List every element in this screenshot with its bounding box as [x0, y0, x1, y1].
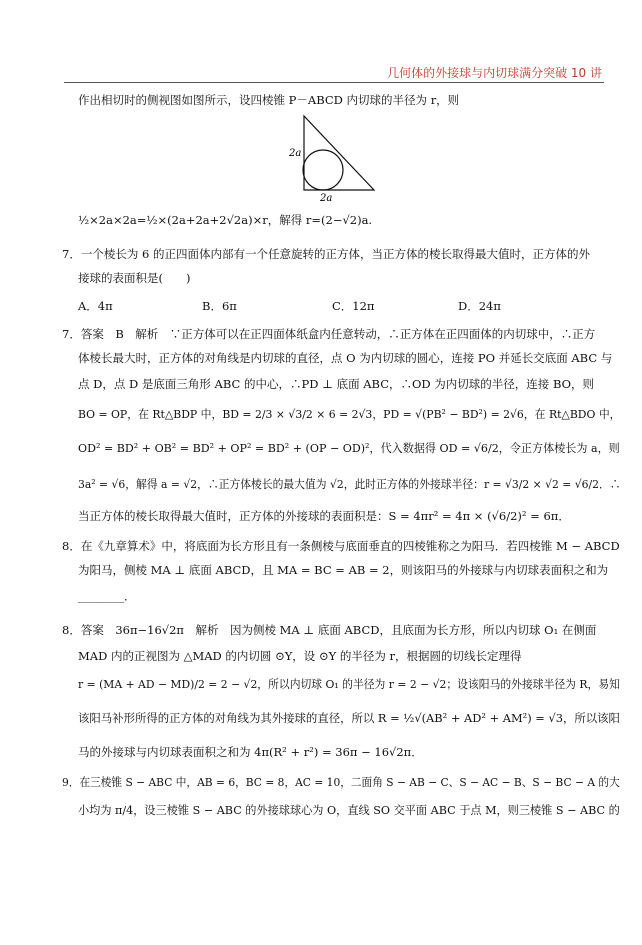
- a7-line-4: BO = OP，在 Rt△BDP 中，BD = 2/3 × √3/2 × 6 = 2√3，PD = √(PB² − BD²) = 2√6，在 Rt△BDO 中，: [78, 407, 621, 421]
- header-rule: [64, 82, 604, 83]
- a8-line-3: r = (MA + AD − MD)/2 = 2 − √2，所以内切球 O₁ 的半径为 r = 2 − √2；设该阳马的外接球半径为 R，易知: [78, 677, 620, 691]
- a7-line-2: 体棱长最大时，正方体的对角线是内切球的直径，点 O 为内切球的圆心，连接 PO 并延长交底面 ABC 与: [78, 351, 613, 365]
- a7-line-5: OD² = BD² + OB² = BD² + OP² = BD² + (OP − OD)²，代入数据得 OD = √6/2，令正方体棱长为 a，则: [78, 441, 620, 455]
- q9-line-2: 小均为 π/4，设三棱锥 S − ABC 的外接球球心为 O，直线 SO 交平面 ABC 于点 M，则三棱锥 S − ABC 的: [78, 803, 620, 817]
- a7-line-3: 点 D，点 D 是底面三角形 ABC 的中心，∴PD ⊥ 底面 ABC，∴OD 为内切球的半径，连接 BO，则: [78, 377, 595, 391]
- side-label: 2a: [289, 148, 302, 159]
- q8-line-1: 8．在《九章算术》中，将底面为长方形且有一条侧棱与底面垂直的四棱锥称之为阳马．若四棱锥 M − ABCD: [62, 539, 620, 553]
- a8-line-2: MAD 内的正视图为 △MAD 的内切圆 ⊙Y，设 ⊙Y 的半径为 r，根据圆的切线长定理得: [78, 649, 522, 663]
- q7-option-a: A．4π: [78, 299, 113, 313]
- a7-line-6: 3a² = √6，解得 a = √2，∴正方体棱长的最大值为 √2，此时正方体的外接球半径：r = √3/2 × √2 = √6/2．∴: [78, 477, 621, 491]
- inscribed-circle: [303, 150, 343, 190]
- triangle-shape: [304, 116, 374, 190]
- a8-line-5: 马的外接球与内切球表面积之和为 4π(R² + r²) = 36π − 16√2π．: [78, 745, 423, 759]
- q7-line-1: 7．一个棱长为 6 的正四面体内部有一个任意旋转的正方体，当正方体的棱长取得最大值时，正方体的外: [62, 247, 590, 261]
- page-header-title: 几何体的外接球与内切球满分突破 10 讲: [387, 66, 602, 80]
- q9-line-1: 9．在三棱锥 S − ABC 中，AB = 6，BC = 8，AC = 10，二面角 S − AB − C、S − AC − B、S − BC − A 的大: [62, 775, 620, 789]
- q8-line-3: ________．: [78, 589, 136, 603]
- a8-line-4: 该阳马补形所得的正方体的对角线为其外接球的直径，所以 R = ½√(AB² + AD² + AM²) = √3，所以该阳: [78, 711, 620, 725]
- a8-line-1: 8．答案 36π−16√2π 解析 因为侧棱 MA ⊥ 底面 ABCD，且底面为长方形，所以内切球 O₁ 在侧面: [62, 623, 597, 637]
- q7-option-c: C．12π: [332, 299, 375, 313]
- base-label: 2a: [320, 193, 333, 202]
- a7-line-1: 7．答案 B 解析 ∵正方体可以在正四面体纸盒内任意转动，∴正方体在正四面体的内切球中，∴正方: [62, 327, 596, 341]
- q7-option-b: B．6π: [202, 299, 237, 313]
- a7-line-7: 当正方体的棱长取得最大值时，正方体的外接球的表面积是：S = 4πr² = 4π × (√6/2)² = 6π．: [78, 509, 570, 523]
- q7-line-2: 接球的表面积是( ): [78, 271, 191, 285]
- q7-option-d: D．24π: [458, 299, 501, 313]
- formula-line: ½×2a×2a=½×(2a+2a+2√2a)×r，解得 r=(2−√2)a.: [78, 213, 373, 227]
- intro-line: 作出相切时的侧视图如图所示，设四棱锥 P－ABCD 内切球的半径为 r，则: [78, 93, 460, 107]
- q8-line-2: 为阳马，侧棱 MA ⊥ 底面 ABCD，且 MA = BC = AB = 2，则该阳马的外接球与内切球表面积之和为: [78, 563, 609, 577]
- side-view-figure: [288, 112, 380, 202]
